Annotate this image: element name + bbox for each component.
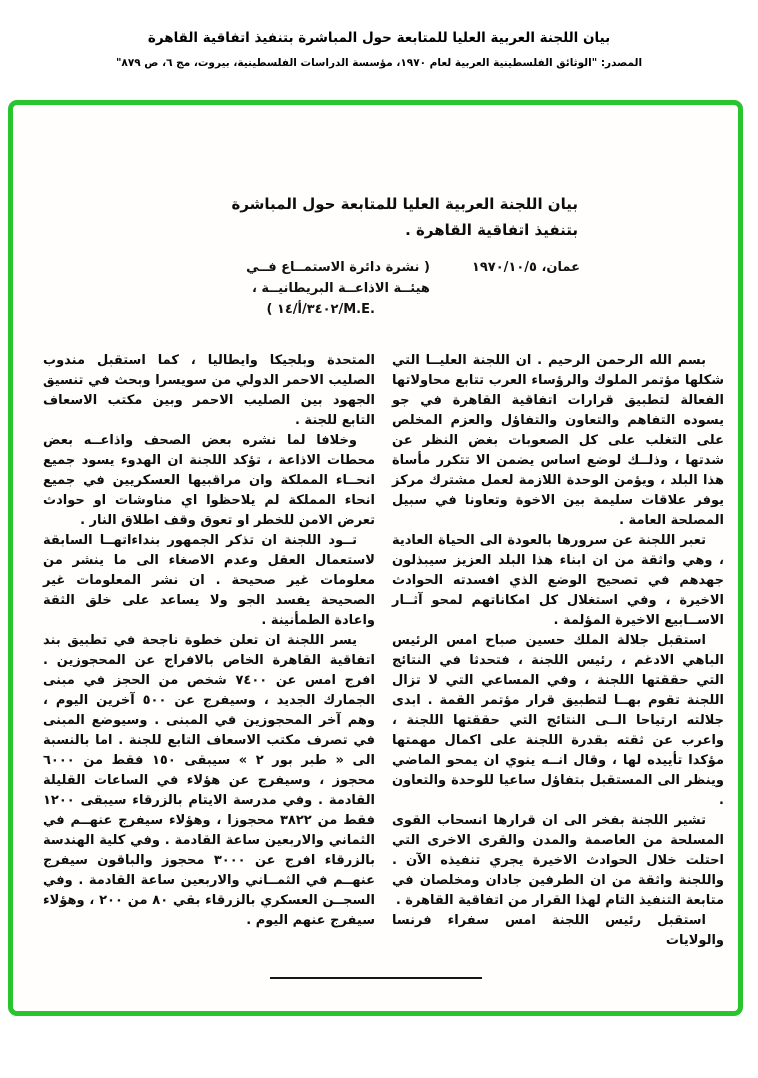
dateline-source-note	[202, 257, 430, 321]
source-note-ref-code: ( ١٤/أ/٣٤٠٢/M.E.	[266, 302, 375, 318]
paragraph: تــود اللجنة ان تذكر الجمهور بنداءاتهــا السابقة لاستعمال العقل وعدم الاصغاء الى ما ينشر من معلومات غير صحيحة . ان نشر المعلومات غير الصحيحة يفسد الجو ولا يساعد على خلق الثقة واعادة الطمأنينة .	[43, 532, 375, 628]
source-citation: المصدر: "الوثائق الفلسطينية العربية لعام ١٩٧٠، مؤسسة الدراسات الفلسطينية، بيروت، مج ٦، ص ٨٧٩"	[115, 57, 643, 69]
paragraph: بسم الله الرحمن الرحيم . ان اللجنة العليــا التي شكلها مؤتمر الملوك والرؤساء العرب تتابع محاولاتها الفعالة لتطبيق قرارات اتفاقية القاهرة في جو يسوده التفاهم والتعاون والتفاؤل والعزم المخلص على التغلب على كل الصعوبات بغض النظر عن شدتها ، وذلــك لوضع اساس يضمن الا تتكرر مأساة هذا البلد ، ويؤمن الوحدة اللازمة لعمل مشترك مركز يوفر علاقات سليمة بين الاخوة وتعاونا في سبيل المصلحة العامة .	[392, 352, 724, 528]
column-right	[392, 351, 724, 951]
source-note-line-2: هيئــة الاذاعــة البريطانيــة ،	[251, 280, 430, 296]
dateline	[13, 257, 738, 321]
body-columns	[43, 351, 724, 951]
paragraph-continuation: المتحدة وبلجيكا وايطاليا ، كما استقبل مندوب الصليب الاحمر الدولي من سويسرا وبحث في تنسيق الجهود بين الصليب الاحمر وبين مكتب الاسعاف التابع للجنة .	[43, 352, 375, 428]
doc-title: بيان اللجنة العربية العليا للمتابعة حول المباشرة بتنفيذ اتفاقية القاهرة .	[231, 195, 578, 240]
page-title: بيان اللجنة العربية العليا للمتابعة حول المباشرة بتنفيذ اتفاقية القاهرة	[147, 30, 611, 46]
paragraph: استقبل جلالة الملك حسين صباح امس الرئيس الباهي الادغم ، رئيس اللجنة ، فتحدثا في النتائج التي حققتها اللجنة ، وفي المساعي التي لا تزال اللجنة تقوم بهــا لتطبيق قرار مؤتمر القمة . ابدى جلالته ارتياحا الــى النتائج التي حققتها اللجنة ، واعرب عن ثقته بقدرة اللجنة على اكمال مهمتها مؤكدا تأييده لها ، وقال انــه ينوي ان يمحو الماضي وينظر الى المستقبل بتفاؤل ساعيا للوحدة والتعاون .	[392, 632, 724, 808]
source-note-line-1: ( نشرة دائرة الاستمــاع فــي	[246, 259, 430, 275]
paragraph: وخلافا لما نشره بعض الصحف واذاعــه بعض محطات الاذاعة ، تؤكد اللجنة ان الهدوء يسود جميع انحــاء المملكة وان مراقبيها العسكريين في جميع انحاء المملكة لم يلاحظوا اي مناوشات او حوادث تعرض الامن للخطر او تعوق وقف اطلاق النار .	[43, 432, 375, 528]
paragraph: يسر اللجنة ان تعلن خطوة ناجحة في تطبيق بند اتفاقية القاهرة الخاص بالافراج عن المحجوزين . افرج امس عن ٧٤٠٠ شخص من الحجز في مبنى الجمارك الجديد ، وسيفرج عن ٥٠٠ آخرين اليوم ، وهم آخر المحجوزين في المبنى . وسيوضع المبنى في تصرف مكتب الاسعاف التابع للجنة . اما بالنسبة الى « طبر بور ٢ » سيبقى ١٥٠ فقط من ٦٠٠٠ محجوز ، وسيفرج عن هؤلاء في الساعات القليلة القادمة . وفي مدرسة الايتام بالزرقاء سيبقى ١٢٠٠ فقط من ٣٨٢٢ محجوزا ، وهؤلاء سيفرج عنهــم في الثماني والاربعين ساعة القادمة . وفي كلية الهندسة بالزرقاء افرج عن ٣٠٠٠ محجوز والباقون سيفرج عنهــم في الثمــاني والاربعين ساعة القادمة . وفي السجــن العسكري بالزرقاء بقي ٨٠ من ٢٠٠ ، وهؤلاء سيفرج عنهم اليوم .	[43, 632, 376, 928]
document-scan-frame	[8, 100, 743, 1016]
paragraph: استقبل رئيس اللجنة امس سفراء فرنسا والولايات	[392, 912, 724, 948]
dateline-place-date: عمان، ١٩٧٠/١٠/٥	[471, 259, 580, 275]
paragraph: تعبر اللجنة عن سرورها بالعودة الى الحياة العادية ، وهي واثقة من ان ابناء هذا البلد العزيز سيبذلون جهدهم في تصحيح الوضع الذي افسدته الحوادث الاخيرة ، وفي استغلال كل امكاناتهم لمحو آثــار الاســابيع الاخيرة المؤلمة .	[392, 532, 724, 628]
page-header	[0, 0, 758, 69]
footnote-divider	[270, 977, 482, 979]
paragraph: تشير اللجنة بفخر الى ان قرارها انسحاب القوى المسلحة من العاصمة والمدن والقرى الاخرى التي احتلت خلال الحوادث الاخيرة يجري تنفيذه الآن . واللجنة واثقة من ان الطرفين جادان ومخلصان في متابعة التنفيذ التام لهذا القرار من اتفاقية القاهرة .	[392, 812, 724, 908]
column-left	[43, 351, 375, 951]
